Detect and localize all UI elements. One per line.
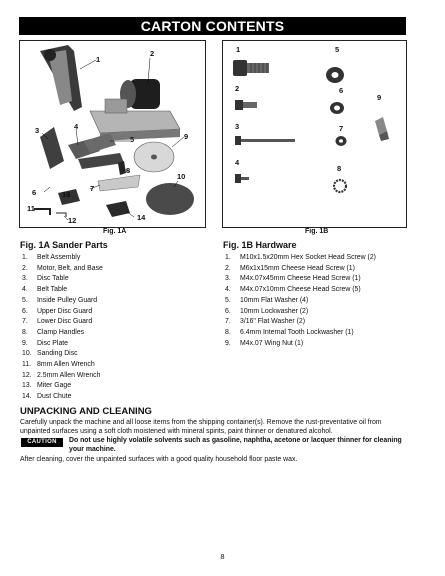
cleaning-paragraph: After cleaning, cover the unpainted surfaces with a good quality household floor paste wax. [20, 456, 298, 463]
list-item-number: 1. [22, 254, 28, 261]
fig1a-callout: 2 [150, 49, 155, 58]
list-item [22, 392, 103, 403]
list-item [225, 296, 376, 307]
cheese-head-screw-45mm-drawing [235, 136, 295, 145]
list-item-number: 7. [22, 318, 28, 326]
fig1a-callout: 9 [184, 132, 189, 141]
list-item-text: 10mm Lockwasher (2) [240, 307, 309, 315]
list-item [225, 317, 376, 328]
fig1b-callout: 6 [339, 86, 344, 95]
hex-socket-screw-drawing [233, 60, 269, 76]
fig1b-caption: Fig. 1B [305, 228, 329, 235]
list-item [225, 264, 376, 275]
list-item [22, 360, 103, 371]
figure-1b-hardware [222, 40, 407, 228]
fig1b-callout: 4 [235, 158, 240, 167]
list-item-text: M4x.07x10mm Cheese Head Screw (5) [240, 286, 361, 294]
lockwasher-10mm-drawing [330, 102, 344, 114]
fig1b-callout: 2 [235, 84, 240, 93]
list-item-text: 2.5mm Allen Wrench [37, 371, 101, 379]
list-item [22, 285, 103, 296]
list-item [22, 349, 103, 360]
sander-parts-list [22, 253, 103, 403]
fig1b-callout: 5 [335, 45, 340, 54]
fig1a-callout: 10 [177, 172, 186, 181]
caution-text: Do not use highly volatile solvents such as gasoline, naphtha, acetone or lacquer thinner for cleaning your machine. [69, 437, 402, 453]
wing-nut-drawing [375, 117, 389, 141]
list-item-number: 6. [22, 307, 28, 315]
disc-table-drawing [40, 127, 64, 169]
list-item [22, 381, 103, 392]
list-item-text: Disc Table [37, 275, 69, 283]
lower-disc-guard-drawing [98, 175, 140, 191]
list-item-text: Inside Pulley Guard [37, 296, 98, 304]
fig1a-callout: 8 [126, 166, 131, 175]
fig1b-callout: 3 [235, 122, 240, 131]
list-item-number: 4. [22, 286, 28, 294]
fig1a-callout: 7 [90, 184, 95, 193]
allen-wrench-8mm-drawing [34, 209, 50, 215]
unpacking-paragraph: Carefully unpack the machine and all loose items from the shipping container(s). Remove the rust-preventative oil from unpainted surfaces using a soft cloth moistened with mineral spirits, paint thinner or denatured alcohol. [20, 419, 382, 435]
dust-chute-drawing [106, 201, 130, 217]
list-item-number: 8. [22, 328, 28, 336]
list-item-text: M4x.07 Wing Nut (1) [240, 339, 304, 347]
caution-label: CAUTION [21, 438, 63, 447]
list-item [225, 339, 376, 350]
list-item-number: 2. [225, 264, 231, 272]
list-item-number: 11. [22, 361, 32, 369]
fig1a-callout: 14 [137, 213, 146, 222]
list-item [225, 307, 376, 318]
list-item-number: 14. [22, 393, 32, 401]
list-item-number: 9. [22, 339, 28, 347]
sanding-disc-drawing [146, 183, 194, 215]
cheese-head-screw-m6-drawing [235, 100, 257, 110]
list-item-text: Disc Plate [37, 339, 69, 347]
list-item-number: 3. [22, 275, 28, 283]
sander-parts-illustration [20, 41, 205, 227]
fig1a-callout: 6 [32, 188, 37, 197]
list-item-number: 12. [22, 371, 32, 379]
unpacking-heading: UNPACKING AND CLEANING [20, 406, 152, 417]
clamp-handles-drawing [118, 161, 126, 175]
fig1b-callout: 8 [337, 164, 342, 173]
list-item-number: 7. [225, 318, 231, 326]
list-item [225, 253, 376, 264]
fig1a-callout: 3 [35, 126, 40, 135]
list-item-text: Upper Disc Guard [37, 307, 93, 315]
flat-washer-10mm-drawing [326, 67, 344, 83]
fig1a-callout: 5 [130, 135, 135, 144]
list-item [22, 253, 103, 264]
list-item-text: M4x.07x45mm Cheese Head Screw (1) [240, 275, 361, 283]
fig1a-callout: 11 [27, 204, 35, 213]
list-item-number: 1. [225, 254, 231, 261]
list-item-text: 3/16" Flat Washer (2) [240, 318, 305, 326]
sander-parts-heading: Fig. 1A Sander Parts [20, 240, 108, 250]
list-item [225, 285, 376, 296]
list-item [225, 274, 376, 285]
list-item-text: Clamp Handles [37, 328, 85, 336]
fig1b-callout: 1 [236, 45, 241, 54]
hardware-list [225, 253, 376, 349]
list-item-text: Sanding Disc [37, 350, 78, 358]
list-item-text: Dust Chute [37, 393, 72, 401]
fig1a-caption: Fig. 1A [103, 228, 127, 235]
list-item-number: 10. [22, 350, 32, 358]
fig1b-callout: 9 [377, 93, 382, 102]
list-item-number: 5. [225, 296, 231, 304]
list-item-number: 2. [22, 264, 28, 272]
list-item-text: M10x1.5x20mm Hex Socket Head Screw (2) [240, 254, 376, 261]
fig1a-callout: 12 [68, 216, 77, 225]
list-item-text: Belt Table [37, 286, 68, 294]
list-item-text: Lower Disc Guard [37, 318, 93, 326]
list-item-number: 5. [22, 296, 28, 304]
figure-1a-sander-parts [19, 40, 206, 228]
page-number: 8 [220, 552, 225, 561]
fig1a-callout: 13 [62, 190, 71, 199]
list-item [22, 371, 103, 382]
belt-assembly-drawing [40, 45, 82, 111]
list-item-text: 8mm Allen Wrench [37, 361, 95, 369]
fig1b-callout: 7 [339, 124, 344, 133]
list-item-number: 6. [225, 307, 231, 315]
list-item-number: 4. [225, 286, 231, 294]
list-item [22, 328, 103, 339]
carton-contents-banner: CARTON CONTENTS [19, 17, 406, 35]
list-item [22, 274, 103, 285]
list-item [22, 296, 103, 307]
list-item-text: 10mm Flat Washer (4) [240, 296, 309, 304]
list-item [225, 328, 376, 339]
cheese-head-screw-10mm-drawing [235, 174, 249, 183]
motor-base-drawing [90, 79, 180, 141]
list-item-text: Belt Assembly [37, 254, 81, 261]
internal-tooth-lockwasher-drawing [334, 180, 346, 192]
list-item [22, 307, 103, 318]
list-item-text: M6x1x15mm Cheese Head Screw (1) [240, 264, 355, 272]
hardware-heading: Fig. 1B Hardware [223, 240, 297, 250]
list-item-text: 6.4mm Internal Tooth Lockwasher (1) [240, 328, 354, 336]
list-item-number: 8. [225, 328, 231, 336]
fig1a-callout: 4 [74, 122, 79, 131]
list-item [22, 339, 103, 350]
list-item [22, 264, 103, 275]
list-item-number: 3. [225, 275, 231, 283]
hardware-illustration [223, 41, 406, 227]
list-item-text: Motor, Belt, and Base [37, 264, 103, 272]
fig1a-callout: 1 [96, 55, 101, 64]
flat-washer-3-16-drawing [336, 136, 347, 146]
list-item-number: 13. [22, 382, 32, 390]
list-item-text: Miter Gage [37, 382, 72, 390]
list-item-number: 9. [225, 339, 231, 347]
list-item [22, 317, 103, 328]
